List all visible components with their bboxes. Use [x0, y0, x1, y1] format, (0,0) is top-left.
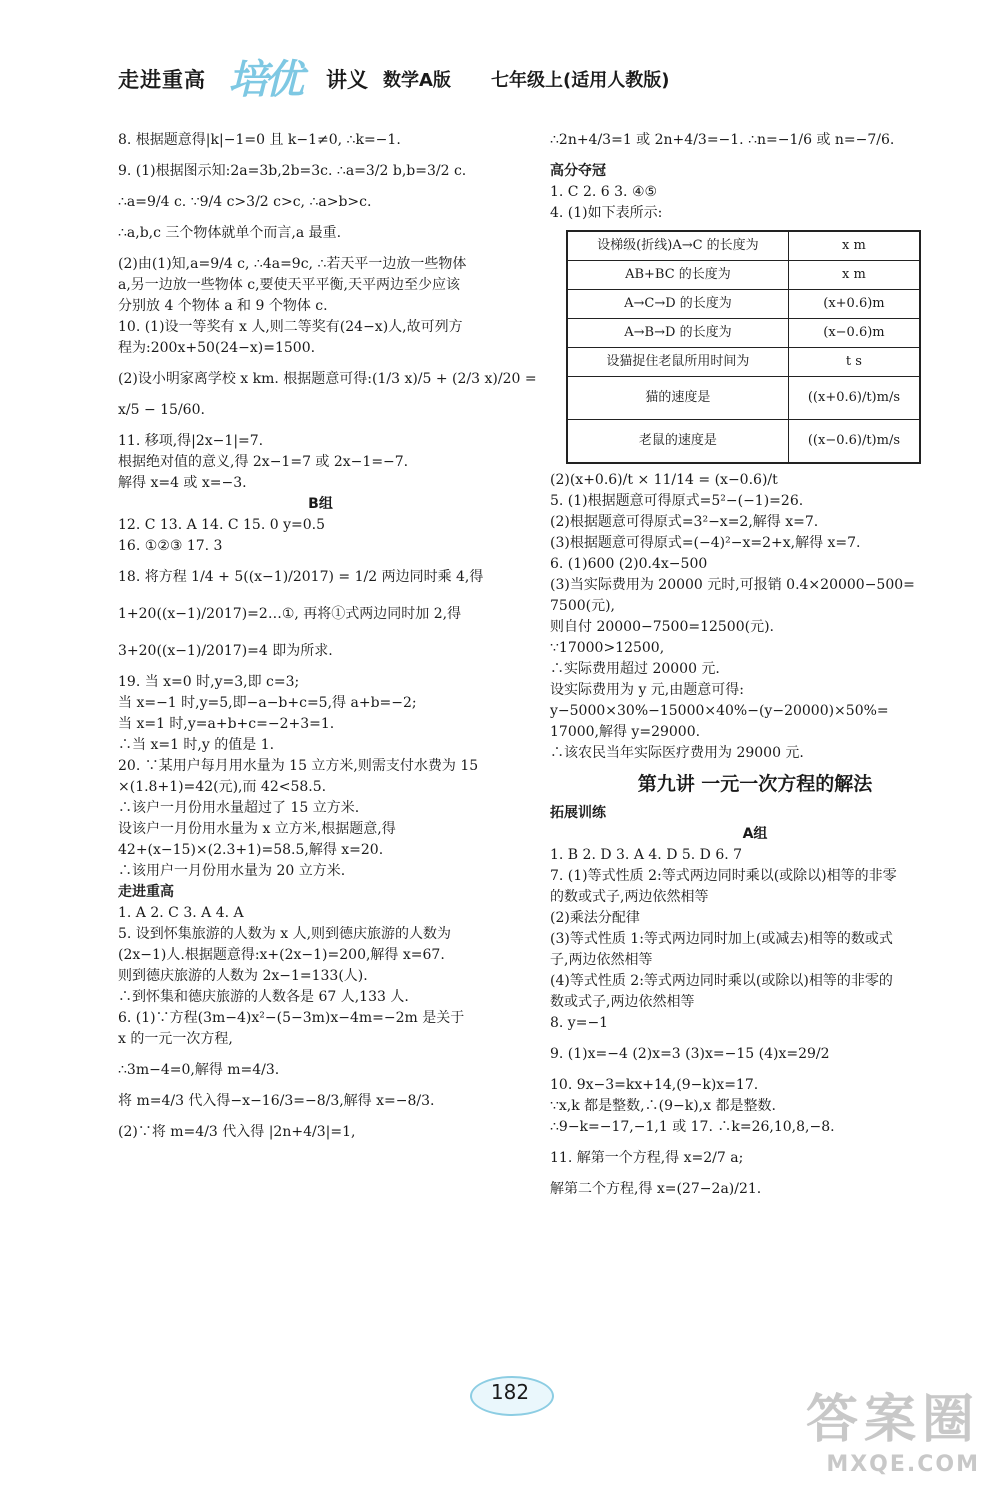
table-cell: 设猫捉住老鼠所用时间为 — [567, 348, 788, 377]
answer-line: ∴该农民当年实际医疗费用为 29000 元. — [550, 745, 804, 761]
answer-line: ∴2n+4/3=1 或 2n+4/3=−1. ∴n=−1/6 或 n=−7/6. — [550, 132, 895, 148]
answer-line: ∴a,b,c 三个物体就单个而言,a 最重. — [118, 225, 342, 241]
answer-line: (2)乘法分配律 — [550, 909, 640, 926]
answer-line: ∴3m−4=0,解得 m=4/3. — [118, 1062, 280, 1078]
answer-line: ∵17000>12500, — [550, 640, 665, 656]
answer-line: 1. C 2. 6 3. ④⑤ — [550, 184, 658, 200]
answer-line: 10. 9x−3=kx+14,(9−k)x=17. — [550, 1076, 759, 1093]
brand-title: 走进重高 — [118, 68, 206, 92]
table-cell: ((x−0.6)/t)m/s — [788, 420, 920, 464]
table-cell: (x+0.6)m — [788, 290, 920, 319]
answer-line: 7500(元), — [550, 598, 616, 614]
answer-line: 6. (1)600 (2)0.4x−500 — [550, 556, 708, 572]
table-row — [567, 319, 920, 348]
table-cell: 猫的速度是 — [567, 377, 788, 420]
answer-line: 分别放 4 个物体 a 和 9 个物体 c. — [118, 298, 328, 314]
answer-line: a,另一边放一些物体 c,要使天平平衡,天平两边至少应该 — [118, 277, 460, 293]
answer-line: 16. ①②③ 17. 3 — [118, 538, 223, 554]
table-row — [567, 420, 920, 464]
answer-line: 根据绝对值的意义,得 2x−1=7 或 2x−1=−7. — [118, 454, 409, 470]
table-cell: x m — [788, 261, 920, 290]
answer-line: 的数或式子,两边依然相等 — [550, 888, 709, 905]
answer-line: 设实际费用为 y 元,由题意可得: — [550, 682, 744, 698]
table-row — [567, 377, 920, 420]
table-row — [567, 290, 920, 319]
answer-line: 42+(x−15)×(2.3+1)=58.5,解得 x=20. — [118, 842, 384, 858]
answer-line: 10. (1)设一等奖有 x 人,则二等奖有(24−x)人,故可列方 — [118, 319, 463, 335]
answer-line: 解第二个方程,得 x=(27−2a)/21. — [550, 1180, 762, 1197]
answer-line: (2)根据题意可得原式=3²−x=2,解得 x=7. — [550, 514, 819, 530]
table-cell: A→B→D 的长度为 — [567, 319, 788, 348]
section-heading: 高分夺冠 — [550, 163, 606, 179]
watermark-url: MXQE.COM — [826, 1452, 980, 1477]
answer-line: 11. 解第一个方程,得 x=2/7 a; — [550, 1149, 744, 1166]
answer-line: (2x−1)人.根据题意得:x+(2x−1)=200,解得 x=67. — [118, 947, 445, 963]
table-cell: ((x+0.6)/t)m/s — [788, 377, 920, 420]
table-cell: AB+BC 的长度为 — [567, 261, 788, 290]
answer-line: 解得 x=4 或 x=−3. — [118, 475, 247, 491]
answer-line: 1. B 2. D 3. A 4. D 5. D 6. 7 — [550, 846, 743, 863]
chapter-title: 第九讲 一元一次方程的解法 — [637, 773, 873, 795]
answer-line: 1. A 2. C 3. A 4. A — [118, 905, 244, 921]
table-cell: t s — [788, 348, 920, 377]
answer-line: ∴当 x=1 时,y 的值是 1. — [118, 737, 275, 753]
answer-line: x 的一元一次方程, — [118, 1031, 233, 1047]
answer-line: 将 m=4/3 代入得−x−16/3=−8/3,解得 x=−8/3. — [118, 1093, 435, 1109]
answer-line: ∴到怀集和德庆旅游的人数各是 67 人,133 人. — [118, 989, 409, 1005]
answer-line: 8. 根据题意得|k|−1=0 且 k−1≠0, ∴k=−1. — [118, 132, 401, 148]
table-cell: 设梯级(折线)A→C 的长度为 — [567, 231, 788, 261]
answer-line: 8. y=−1 — [550, 1014, 609, 1031]
table-cell: A→C→D 的长度为 — [567, 290, 788, 319]
watermark-logo: 答案圈 — [805, 1390, 980, 1450]
answer-line: (2)(x+0.6)/t × 11/14 = (x−0.6)/t — [550, 472, 778, 488]
answer-line: 程为:200x+50(24−x)=1500. — [118, 340, 316, 356]
section-heading: 拓展训练 — [550, 804, 606, 821]
answer-line: (3)等式性质 1:等式两边同时加上(或减去)相等的数或式 — [550, 930, 893, 947]
answer-line: ∵x,k 都是整数,∴(9−k),x 都是整数. — [550, 1097, 776, 1114]
answer-line: 设该户一月份用水量为 x 立方米,根据题意,得 — [118, 821, 396, 837]
answer-line: y−5000×30%−15000×40%−(y−20000)×50%= — [550, 703, 889, 719]
answer-line: 20. ∵某用户每月用水量为 15 立方米,则需支付水费为 15 — [118, 758, 479, 774]
page-number: 182 — [490, 1380, 530, 1404]
answer-line: (2)∵将 m=4/3 代入得 |2n+4/3|=1, — [118, 1124, 356, 1140]
section-heading: A组 — [742, 825, 768, 842]
answer-line: x/5 − 15/60. — [118, 402, 205, 418]
answer-line: 18. 将方程 1/4 + 5((x−1)/2017) = 1/2 两边同时乘 4,得 — [118, 569, 484, 585]
answer-line: 则到德庆旅游的人数为 2x−1=133(人). — [118, 968, 368, 984]
answer-line: ∴该户一月份用水量超过了 15 立方米. — [118, 800, 360, 816]
left-column — [118, 130, 537, 1143]
series-logo: 培优 — [228, 56, 300, 103]
table-row — [567, 261, 920, 290]
answer-line: ∴9−k=−17,−1,1 或 17. ∴k=26,10,8,−8. — [550, 1118, 835, 1135]
table-cell: x m — [788, 231, 920, 261]
answer-line: 1+20((x−1)/2017)=2…①, 再将①式两边同时加 2,得 — [118, 606, 462, 622]
answer-line: 6. (1)∵方程(3m−4)x²−(5−3m)x−4m=−2m 是关于 — [118, 1010, 465, 1026]
right-column — [550, 130, 960, 1200]
answer-line: 4. (1)如下表所示: — [550, 205, 663, 221]
answer-line: ∴该用户一月份用水量为 20 立方米. — [118, 863, 346, 879]
answer-line: 则自付 20000−7500=12500(元). — [550, 619, 774, 635]
answer-table — [566, 230, 921, 464]
watermark — [806, 1377, 980, 1477]
answer-line: 3+20((x−1)/2017)=4 即为所求. — [118, 643, 333, 659]
answer-line: 当 x=−1 时,y=5,即−a−b+c=5,得 a+b=−2; — [118, 695, 417, 711]
answer-line: (2)由(1)知,a=9/4 c, ∴4a=9c, ∴若天平一边放一些物体 — [118, 256, 467, 272]
answer-line: ×(1.8+1)=42(元),而 42<58.5. — [118, 779, 327, 795]
answer-line: (4)等式性质 2:等式两边同时乘以(或除以)相等的非零的 — [550, 972, 893, 989]
answer-line: ∴a=9/4 c. ∵9/4 c>3/2 c>c, ∴a>b>c. — [118, 194, 372, 210]
answer-line: 当 x=1 时,y=a+b+c=−2+3=1. — [118, 716, 335, 732]
answer-line: 5. (1)根据题意可得原式=5²−(−1)=26. — [550, 493, 804, 509]
answer-line: (2)设小明家离学校 x km. 根据题意可得:(1/3 x)/5 + (2/3 x)/20 = — [118, 371, 537, 387]
answer-line: (3)当实际费用为 20000 元时,可报销 0.4×20000−500= — [550, 577, 915, 593]
answer-line: 数或式子,两边依然相等 — [550, 993, 695, 1010]
answer-line: 11. 移项,得|2x−1|=7. — [118, 433, 264, 449]
answer-line: 17000,解得 y=29000. — [550, 724, 701, 740]
section-heading: B组 — [308, 496, 333, 512]
answer-line: 7. (1)等式性质 2:等式两边同时乘以(或除以)相等的非零 — [550, 867, 897, 884]
grade-label: 七年级上(适用人教版) — [491, 70, 670, 91]
answer-line: 子,两边依然相等 — [550, 951, 653, 968]
table-row — [567, 231, 920, 261]
page-header — [118, 56, 898, 103]
answer-line: 9. (1)x=−4 (2)x=3 (3)x=−15 (4)x=29/2 — [550, 1045, 830, 1062]
page-number-badge — [470, 1376, 560, 1426]
table-cell: (x−0.6)m — [788, 319, 920, 348]
answer-line: 19. 当 x=0 时,y=3,即 c=3; — [118, 674, 300, 690]
table-cell: 老鼠的速度是 — [567, 420, 788, 464]
answer-line: (3)根据题意可得原式=(−4)²−x=2+x,解得 x=7. — [550, 535, 861, 551]
table-row — [567, 348, 920, 377]
section-heading: 走进重高 — [118, 884, 174, 900]
answer-line: 12. C 13. A 14. C 15. 0 y=0.5 — [118, 517, 326, 533]
lecture-label: 讲义 — [326, 68, 368, 92]
answer-line: 5. 设到怀集旅游的人数为 x 人,则到德庆旅游的人数为 — [118, 926, 452, 942]
answer-line: 9. (1)根据图示知:2a=3b,2b=3c. ∴a=3/2 b,b=3/2 c. — [118, 163, 467, 179]
answer-line: ∴实际费用超过 20000 元. — [550, 661, 720, 677]
subject-label: 数学A版 — [383, 70, 451, 91]
